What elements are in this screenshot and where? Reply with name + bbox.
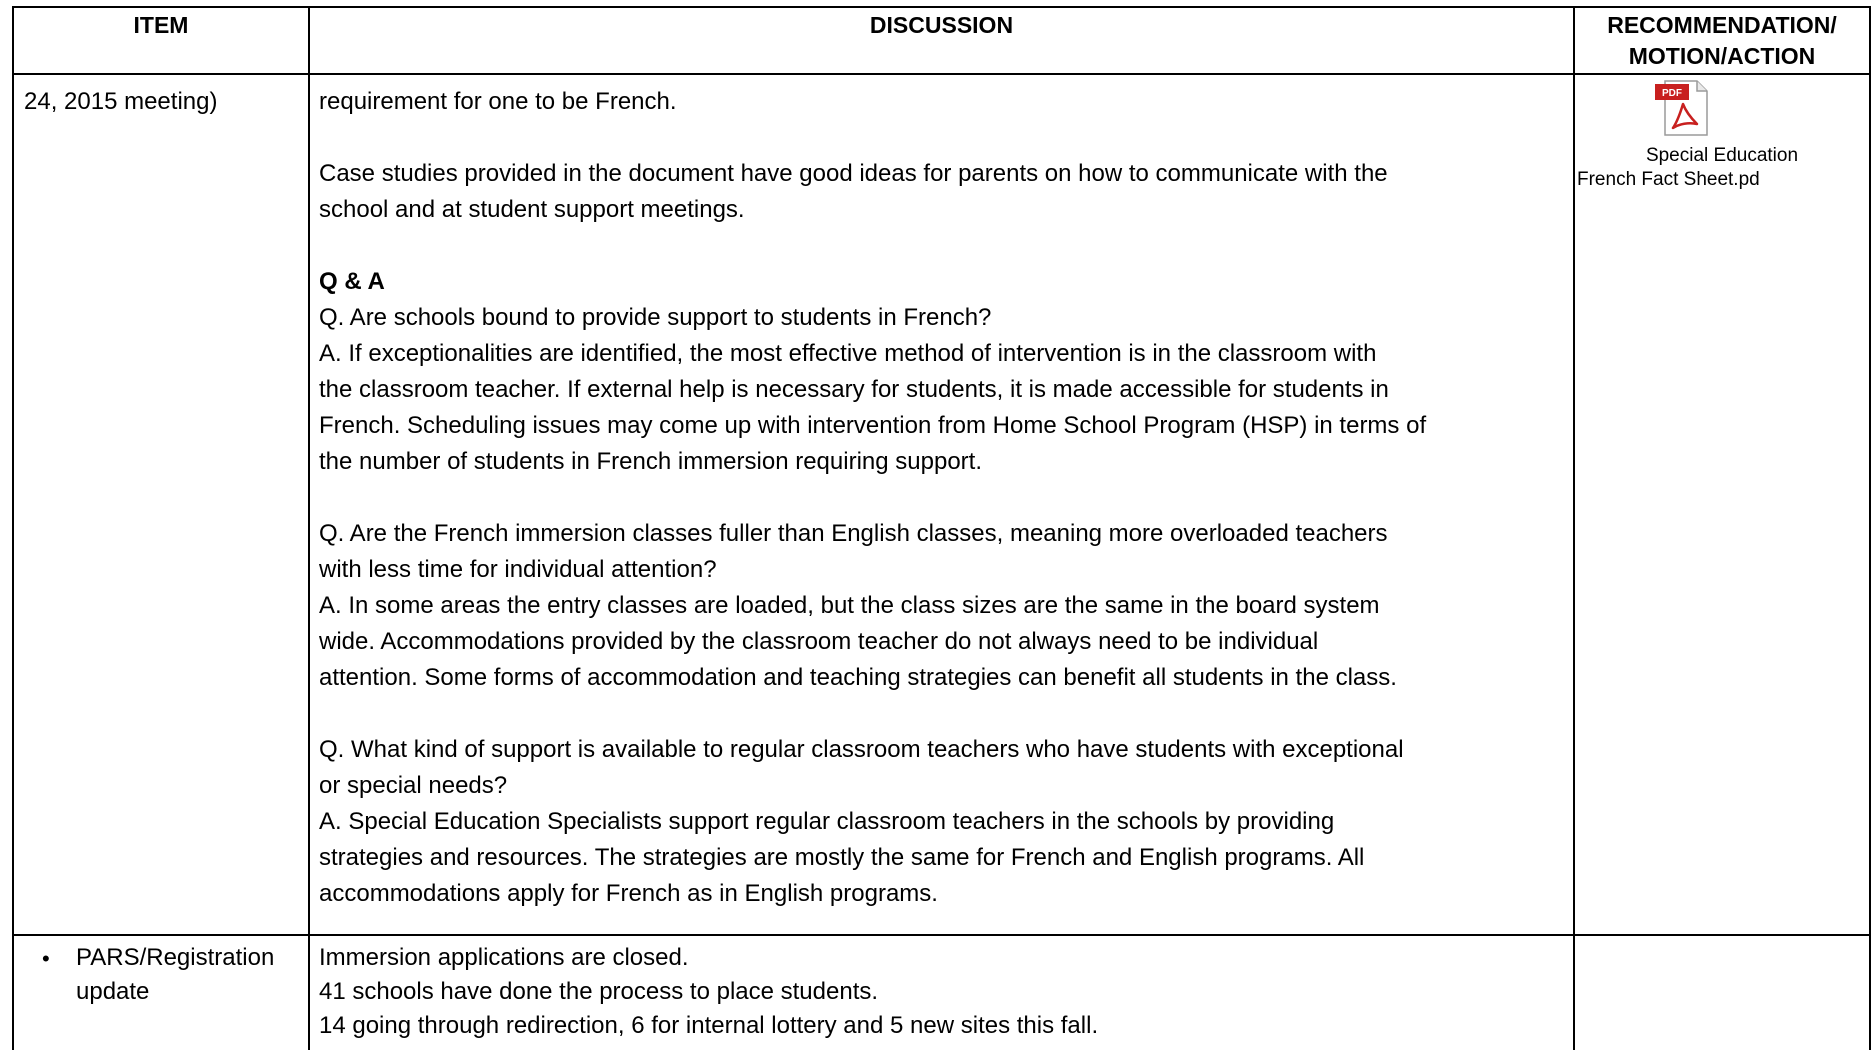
discussion-line: 14 going through redirection, 6 for internal lottery and 5 new sites this fall. <box>319 1012 1099 1039</box>
answer-line: the number of students in French immersion requiring support. <box>319 448 982 475</box>
row2-item-line1: PARS/Registration <box>76 944 275 971</box>
pdf-attachment[interactable] <box>1575 80 1869 210</box>
row2-item <box>76 941 274 1009</box>
answer-line: A. If exceptionalities are identified, the most effective method of intervention is in the classroom with <box>319 340 1377 367</box>
pdf-attachment-label[interactable] <box>1557 144 1871 192</box>
row1-item: 24, 2015 meeting) <box>24 88 218 115</box>
discussion-paragraph: requirement for one to be French. <box>319 88 677 115</box>
table-left-border <box>12 6 14 1050</box>
question-line: or special needs? <box>319 772 508 799</box>
pdf-badge-text: PDF <box>1662 88 1682 99</box>
pdf-label-line1: Special Education <box>1645 145 1799 166</box>
row1-bottom-border <box>12 934 1871 936</box>
answer-line: the classroom teacher. If external help is necessary for students, it is made accessible for students in <box>319 376 1389 403</box>
question-line: with less time for individual attention? <box>319 556 717 583</box>
answer-line: accommodations apply for French as in English programs. <box>319 880 938 907</box>
bullet-icon: • <box>42 946 50 971</box>
discussion-line: Case studies provided in the document have good ideas for parents on how to communicate with the <box>319 160 1388 187</box>
discussion-line: Immersion applications are closed. <box>319 944 689 971</box>
question-line: Q. Are schools bound to provide support to students in French? <box>319 304 992 331</box>
answer-line: A. Special Education Specialists support regular classroom teachers in the schools by providing <box>319 808 1335 835</box>
header-discussion: DISCUSSION <box>869 12 1014 38</box>
row1-discussion <box>319 84 1426 912</box>
col-divider-item <box>308 6 310 1050</box>
question-line: Q. Are the French immersion classes fuller than English classes, meaning more overloaded teachers <box>319 520 1388 547</box>
discussion-line: school and at student support meetings. <box>319 196 745 223</box>
table-top-border <box>12 6 1871 8</box>
header-recommendation-line2: MOTION/ACTION <box>1628 43 1816 69</box>
answer-line: attention. Some forms of accommodation and teaching strategies can benefit all students in the class. <box>319 664 1397 691</box>
answer-line: wide. Accommodations provided by the classroom teacher do not always need to be individual <box>319 628 1319 655</box>
row2-item-line2: update <box>76 978 150 1005</box>
minutes-table <box>12 6 1871 1050</box>
pdf-label-line2: French Fact Sheet.pd <box>1577 169 1760 190</box>
answer-line: strategies and resources. The strategies are mostly the same for French and English programs. All <box>319 844 1365 871</box>
pdf-file-icon[interactable] <box>1653 80 1713 136</box>
header-item: ITEM <box>133 12 189 38</box>
header-recommendation <box>1575 10 1869 72</box>
question-line: Q. What kind of support is available to regular classroom teachers who have students with exceptional <box>319 736 1404 763</box>
discussion-line: 41 schools have done the process to place students. <box>319 978 879 1005</box>
answer-line: A. In some areas the entry classes are loaded, but the class sizes are the same in the board system <box>319 592 1380 619</box>
header-recommendation-line1: RECOMMENDATION/ <box>1607 12 1837 38</box>
answer-line: French. Scheduling issues may come up with intervention from Home School Program (HSP) in terms of <box>319 412 1427 439</box>
row2-discussion <box>319 941 1098 1043</box>
qa-heading: Q & A <box>319 268 385 295</box>
header-bottom-border <box>12 73 1871 75</box>
